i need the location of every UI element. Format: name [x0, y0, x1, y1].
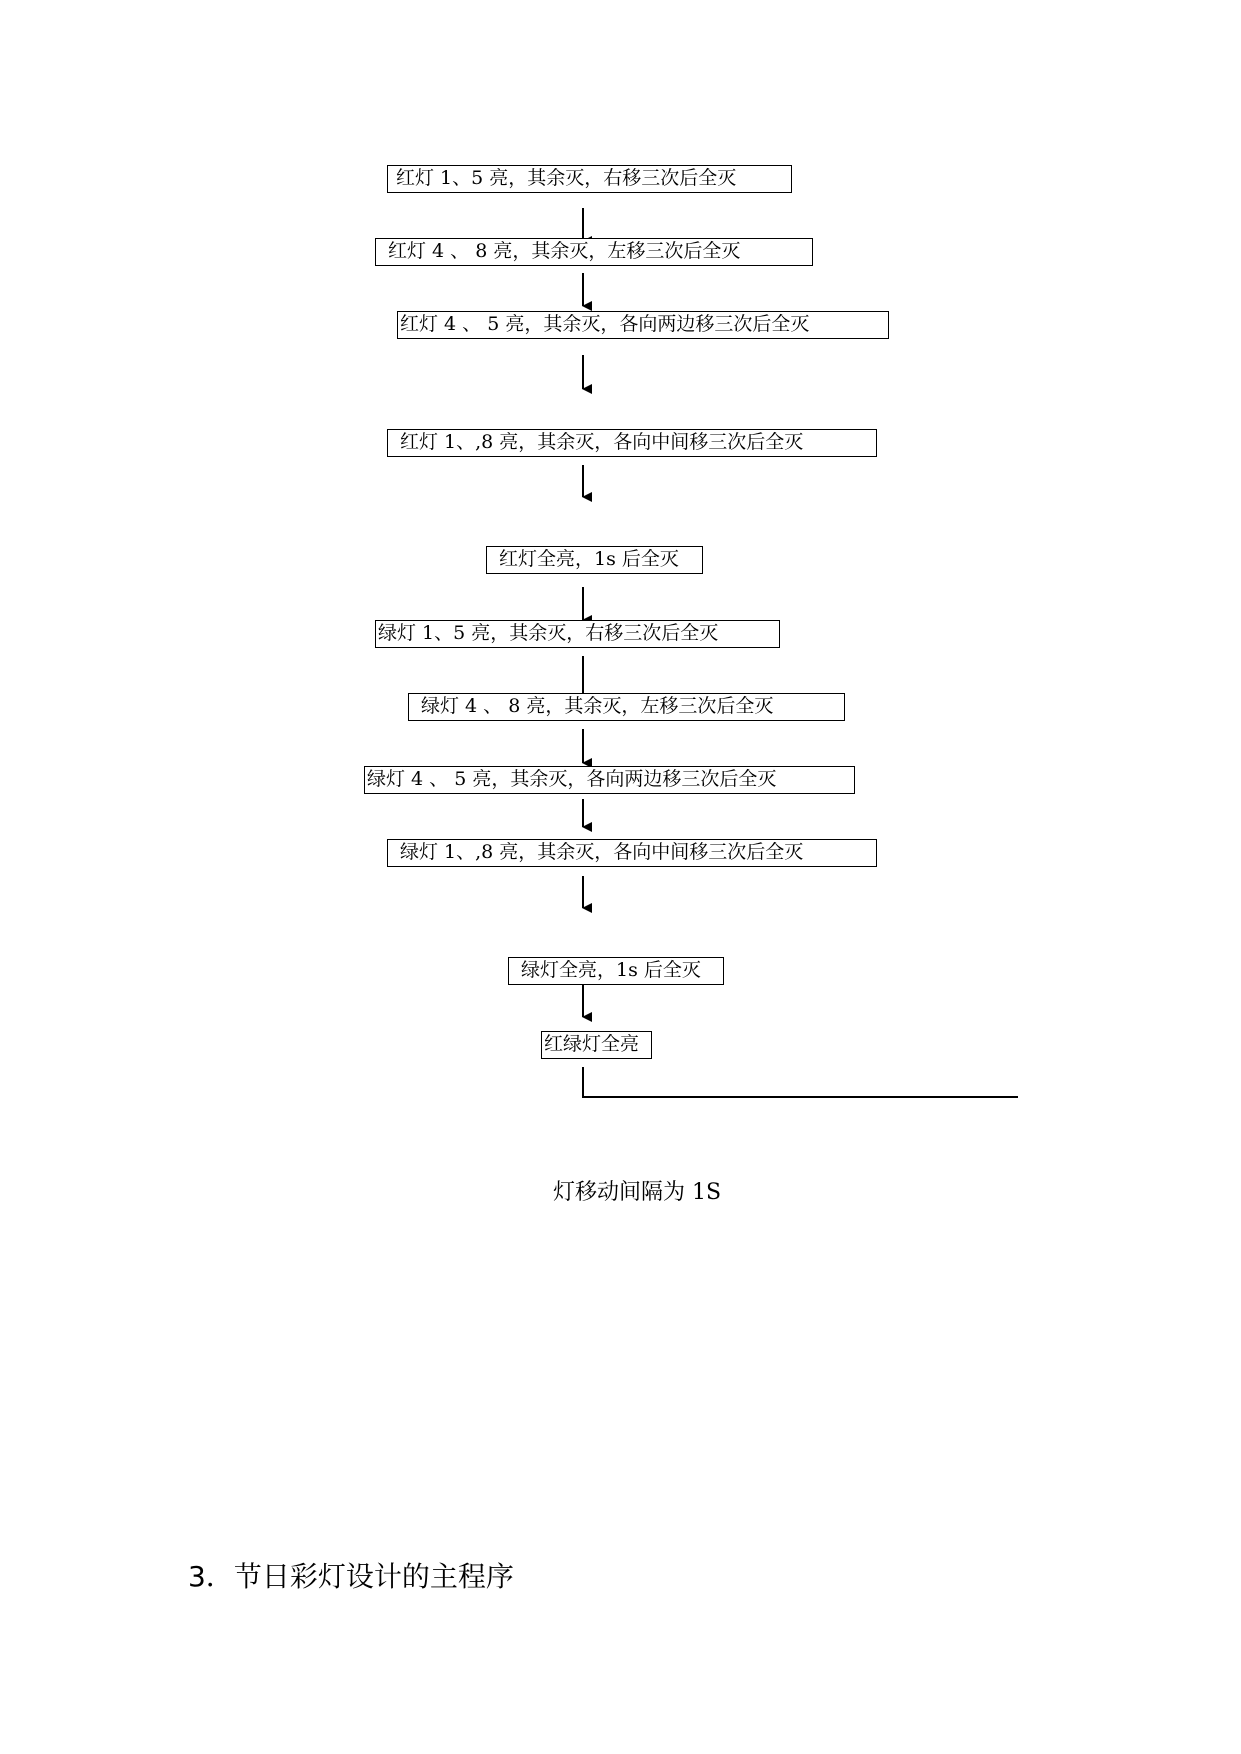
flow-step-6: 绿灯 1、5 亮，其余灭，右移三次后全灭 [375, 620, 780, 648]
flow-step-11: 红绿灯全亮 [541, 1031, 652, 1059]
flow-step-3: 红灯 4 、 5 亮，其余灭，各向两边移三次后全灭 [397, 311, 889, 339]
section-heading: 3．节日彩灯设计的主程序 [188, 1560, 514, 1593]
loop-back-line [583, 1067, 1018, 1097]
flow-step-8: 绿灯 4 、 5 亮，其余灭，各向两边移三次后全灭 [364, 766, 855, 794]
flow-step-7: 绿灯 4 、 8 亮，其余灭，左移三次后全灭 [408, 693, 845, 721]
flow-step-9: 绿灯 1、,8 亮，其余灭，各向中间移三次后全灭 [387, 839, 877, 867]
interval-note: 灯移动间隔为 1S [553, 1180, 722, 1205]
flow-step-1: 红灯 1、5 亮，其余灭，右移三次后全灭 [387, 165, 792, 193]
flow-step-2: 红灯 4 、 8 亮，其余灭，左移三次后全灭 [375, 238, 813, 266]
flow-step-4: 红灯 1、,8 亮，其余灭，各向中间移三次后全灭 [387, 429, 877, 457]
flow-step-5: 红灯全亮，1s 后全灭 [486, 546, 703, 574]
flow-step-10: 绿灯全亮，1s 后全灭 [508, 957, 724, 985]
